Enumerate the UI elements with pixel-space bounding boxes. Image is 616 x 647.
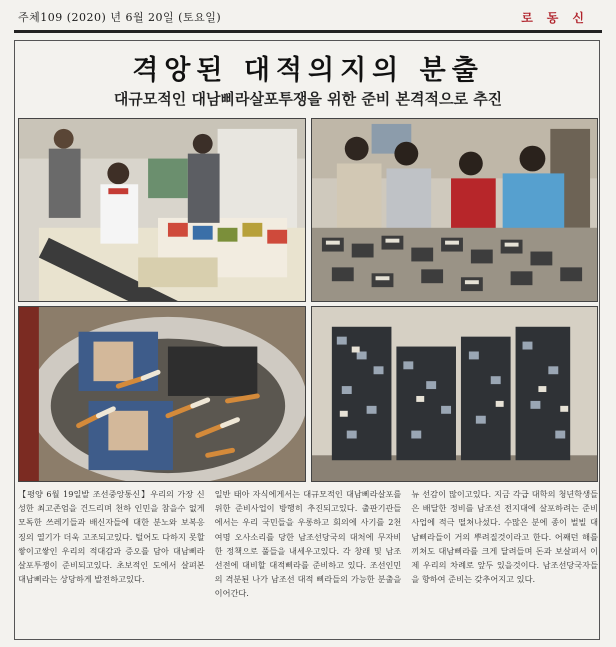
masthead	[18, 6, 598, 28]
column-text: 일반 태아 자식에게서는 대규모적인 대남삐라살포를 위한 준비사업이 방행히 추진되고있다. 출판기관들에서는 우리 국민들을 우롱하고 회의에 사기를 2천여명 오사소리를 당한 남조선당국의 대처에 무자비한 정책으로 풀들을 내세우고있다. 각 창래 및 남조선전에 대비할 대적삐라를 준비하고 있다. 조선인민의 격분된 나가 남조선 대적 삐라들의 가능한 분출을 이어간다.	[214, 489, 402, 599]
dateline: 【평양 6월 19일발 조선중앙통신】	[18, 489, 151, 499]
article-column-3	[411, 487, 598, 635]
headline: 격앙된 대적의지의 분출	[132, 55, 484, 86]
column-text: 뉴 선감이 많이고있다. 지금 각급 대학의 청년학생들은 배달한 정비를 남조선 전지대에 살포하려는 준비사업에 적극 떨쳐나섰다. 수많은 분에 종이 벌빌 대남삐라들이 거의 뿌려질것이라고 한다. 어째던 해를 끼쳐도 대남삐라를 크게 달려들며 돈과 보살펴서 이제 우리의 차례로 앞두 있을것이다. 남조선당국자들을 향하여 준비는 갖추어지고 있다.	[411, 489, 599, 585]
masthead-rule	[14, 30, 602, 33]
article-column-2	[215, 487, 402, 635]
photo-workers-printing	[18, 118, 306, 302]
issue-date-line: 주체109 (2020) 년 6월 20일 (토요일)	[18, 11, 222, 24]
subheadline: 대규모적인 대남삐라살포투쟁을 위한 준비 본격적으로 추진	[113, 90, 503, 108]
article-body	[18, 487, 598, 635]
column-text: 우리의 가장 신성한 최고존엄을 건드리며 천하 인민을 참을수 없게 모독한 쓰레기들과 배신자들에 대한 분노와 보복응징의 열기가 더욱 고조되고있다. 털어도 다하지 못할 쌓이고쌓인 우리의 적대감과 증오를 담아 대남삐라살포투쟁이 준비되고있다. 초보적인 도에서 살펴본 대남삐라는 상당하게 발전하고있다.	[18, 489, 205, 585]
photo-workers-sorting	[311, 118, 598, 302]
photo-trash-bag	[18, 306, 306, 482]
article-column-1	[18, 487, 205, 635]
photo-stacked-leaflets	[311, 306, 598, 482]
newspaper-name: 로동신	[521, 10, 598, 25]
